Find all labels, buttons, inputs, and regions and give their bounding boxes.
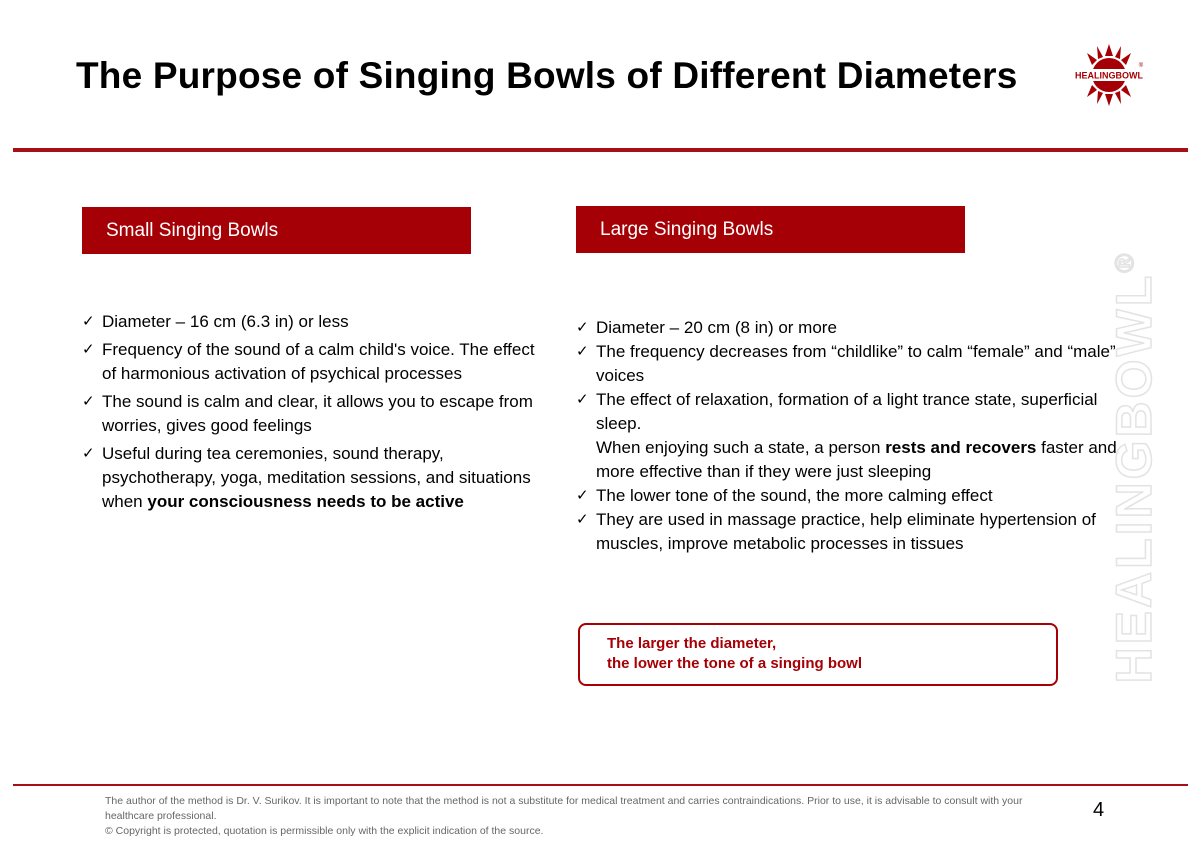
list-item: ✓ Diameter – 16 cm (6.3 in) or less	[82, 310, 547, 334]
large-bowls-header: Large Singing Bowls	[576, 206, 965, 253]
large-bowls-list	[576, 316, 1126, 556]
logo-registered-mark: ®	[1138, 63, 1144, 69]
check-icon: ✓	[576, 487, 589, 504]
list-item: ✓ Useful during tea ceremonies, sound therapy, psychotherapy, yoga, meditation sessions, and situations when your consciousness needs to be active	[82, 444, 531, 511]
footer-disclaimer	[105, 794, 1055, 839]
list-item: ✓ The frequency decreases from “childlike” to calm “female” and “male” voices	[576, 342, 1116, 385]
page-title: The Purpose of Singing Bowls of Different Diameters	[76, 55, 1018, 96]
check-icon: ✓	[576, 391, 589, 408]
footer-line-1: The author of the method is Dr. V. Surikov. It is important to note that the method is not a substitute for medical treatment and carries contraindications. Prior to use, it is advisable to consult with your healthcare professional.	[105, 795, 1023, 822]
small-bowls-list	[82, 306, 547, 514]
small-bowls-header: Small Singing Bowls	[82, 207, 471, 254]
check-icon: ✓	[576, 319, 589, 336]
check-icon: ✓	[82, 393, 95, 410]
bottom-divider	[13, 784, 1188, 786]
watermark-registered-mark: ®	[1109, 250, 1140, 273]
list-item: ✓ The lower tone of the sound, the more calming effect	[576, 484, 1126, 508]
list-item: ✓ The effect of relaxation, formation of a light trance state, superficial sleep.	[576, 390, 1098, 433]
footer-line-2: © Copyright is protected, quotation is permissible only with the explicit indication of the source.	[105, 825, 544, 837]
check-icon: ✓	[82, 445, 95, 462]
emphasis-text: your consciousness needs to be active	[147, 492, 464, 511]
emphasis-text: rests and recovers	[885, 438, 1037, 457]
list-item: ✓ Diameter – 20 cm (8 in) or more	[576, 316, 1126, 340]
diameter-callout	[578, 623, 1058, 686]
healingbowl-logo	[1073, 42, 1145, 108]
callout-line-1: The larger the diameter,	[607, 635, 777, 652]
check-icon: ✓	[82, 341, 95, 358]
list-item: ✓ The sound is calm and clear, it allows you to escape from worries, gives good feelings	[82, 392, 533, 435]
healingbowl-watermark: HEALINGBOWL®	[1106, 250, 1162, 684]
callout-line-2: the lower the tone of a singing bowl	[607, 655, 862, 672]
page-number: 4	[1093, 799, 1105, 821]
list-item: ✓ They are used in massage practice, help eliminate hypertension of muscles, improve metabolic processes in tissues	[576, 510, 1096, 553]
logo-text: HEALINGBOWL	[1075, 70, 1143, 81]
list-item-continuation: When enjoying such a state, a person rests and recovers faster and more effective than if they were just sleeping	[596, 438, 1117, 481]
check-icon: ✓	[576, 511, 589, 528]
top-divider	[13, 148, 1188, 152]
check-icon: ✓	[576, 343, 589, 360]
list-item: ✓ Frequency of the sound of a calm child's voice. The effect of harmonious activation of psychical processes	[82, 340, 535, 383]
check-icon: ✓	[82, 313, 95, 330]
